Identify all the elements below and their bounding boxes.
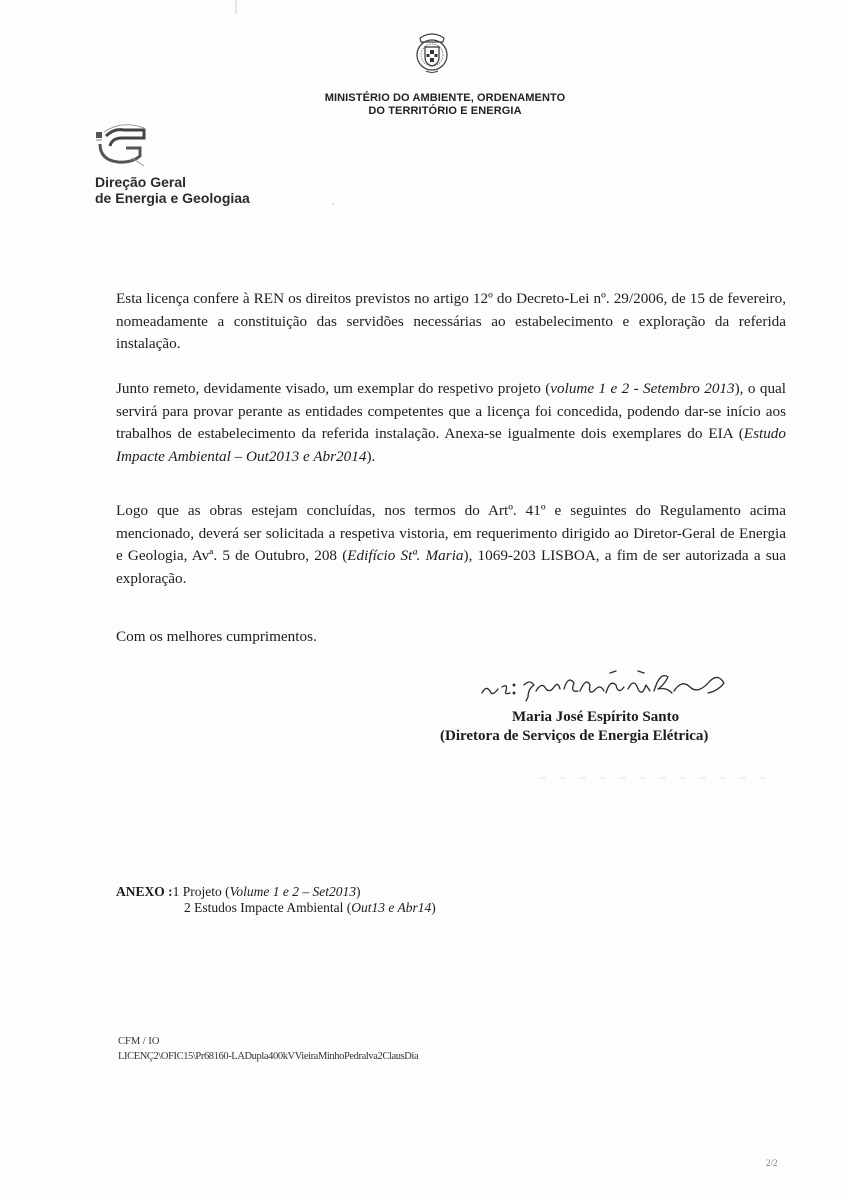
closing-salutation: Com os melhores cumprimentos. bbox=[116, 628, 317, 645]
author-initials: CFM / IO bbox=[118, 1036, 160, 1047]
file-reference: LICENÇ2\OFIC15\Pr68160-LADupla400kVVieiraMinhoPedralva2ClausDia bbox=[118, 1051, 419, 1062]
annex-text: 1 Projeto ( bbox=[172, 884, 230, 899]
annex-list bbox=[116, 884, 436, 916]
paragraph-text: ), 1069-203 LISBOA, a fim de ser autorizada a sua exploração. bbox=[116, 547, 786, 587]
paragraph-text: ). bbox=[366, 447, 376, 465]
signer-title: (Diretora de Serviços de Energia Elétrica) bbox=[440, 728, 709, 744]
building-name: Edifício Stª. Maria bbox=[347, 547, 464, 565]
annex-text: ) bbox=[355, 884, 361, 899]
page-number: 2/2 bbox=[766, 1158, 778, 1168]
annex-text: ) bbox=[431, 900, 436, 915]
annex-item-1 bbox=[116, 884, 436, 900]
project-volume-reference: volume 1 e 2 - Setembro 2013 bbox=[550, 380, 735, 397]
ministry-name-line-2: DO TERRITÓRIO E ENERGIA bbox=[368, 105, 522, 117]
dgeg-name-line-2: de Energia e Geologiaa bbox=[95, 190, 250, 206]
paragraph-project-attachment bbox=[116, 378, 786, 468]
paragraph-inspection-request bbox=[116, 500, 786, 590]
annex-label: ANEXO : bbox=[116, 884, 173, 899]
handwritten-signature bbox=[478, 663, 748, 708]
annex-eia-reference: Out13 e Abr14 bbox=[351, 900, 432, 915]
annex-item-2 bbox=[116, 900, 436, 916]
eia-reference: Estudo Impacte Ambiental – Out2013 e Abr2014 bbox=[116, 425, 786, 465]
paragraph-text: Logo que as obras estejam concluídas, nos termos do Artº. 41º e seguintes do Regulamento acima mencionado, deverá ser solicitada a respetiva vistoria, em requerimento dirigido ao Diretor-Geral de Energia e Geologia, Avª. 5 de Outubro, 208 ( bbox=[116, 502, 786, 565]
paragraph-text: ), o qual servirá para provar perante as entidades competentes que a licença foi concedida, podendo dar-se início aos trabalhos de estabelecimento da referida instalação. Anexa-se igualmente dois exemplares do EIA ( bbox=[116, 380, 786, 443]
portuguese-coat-of-arms-icon bbox=[412, 28, 452, 78]
ministry-name-line-1: MINISTÉRIO DO AMBIENTE, ORDENAMENTO bbox=[324, 92, 566, 104]
annex-volume-reference: Volume 1 e 2 – Set2013 bbox=[229, 884, 356, 899]
paragraph-text: Junto remeto, devidamente visado, um exemplar do respetivo projeto ( bbox=[116, 380, 551, 397]
paragraph-license-rights: Esta licença confere à REN os direitos previstos no artigo 12º do Decreto-Lei nº. 29/2006, de 15 de fevereiro, nomeadamente a constituição das servidões necessárias ao estabelecimento e exploração da referida instalação. bbox=[116, 290, 786, 353]
signer-name: Maria José Espírito Santo bbox=[512, 709, 680, 725]
annex-text: 2 Estudos Impacte Ambiental ( bbox=[184, 900, 352, 915]
dgeg-logo-icon bbox=[92, 116, 152, 172]
dgeg-name-line-1: Direção Geral bbox=[95, 174, 187, 190]
